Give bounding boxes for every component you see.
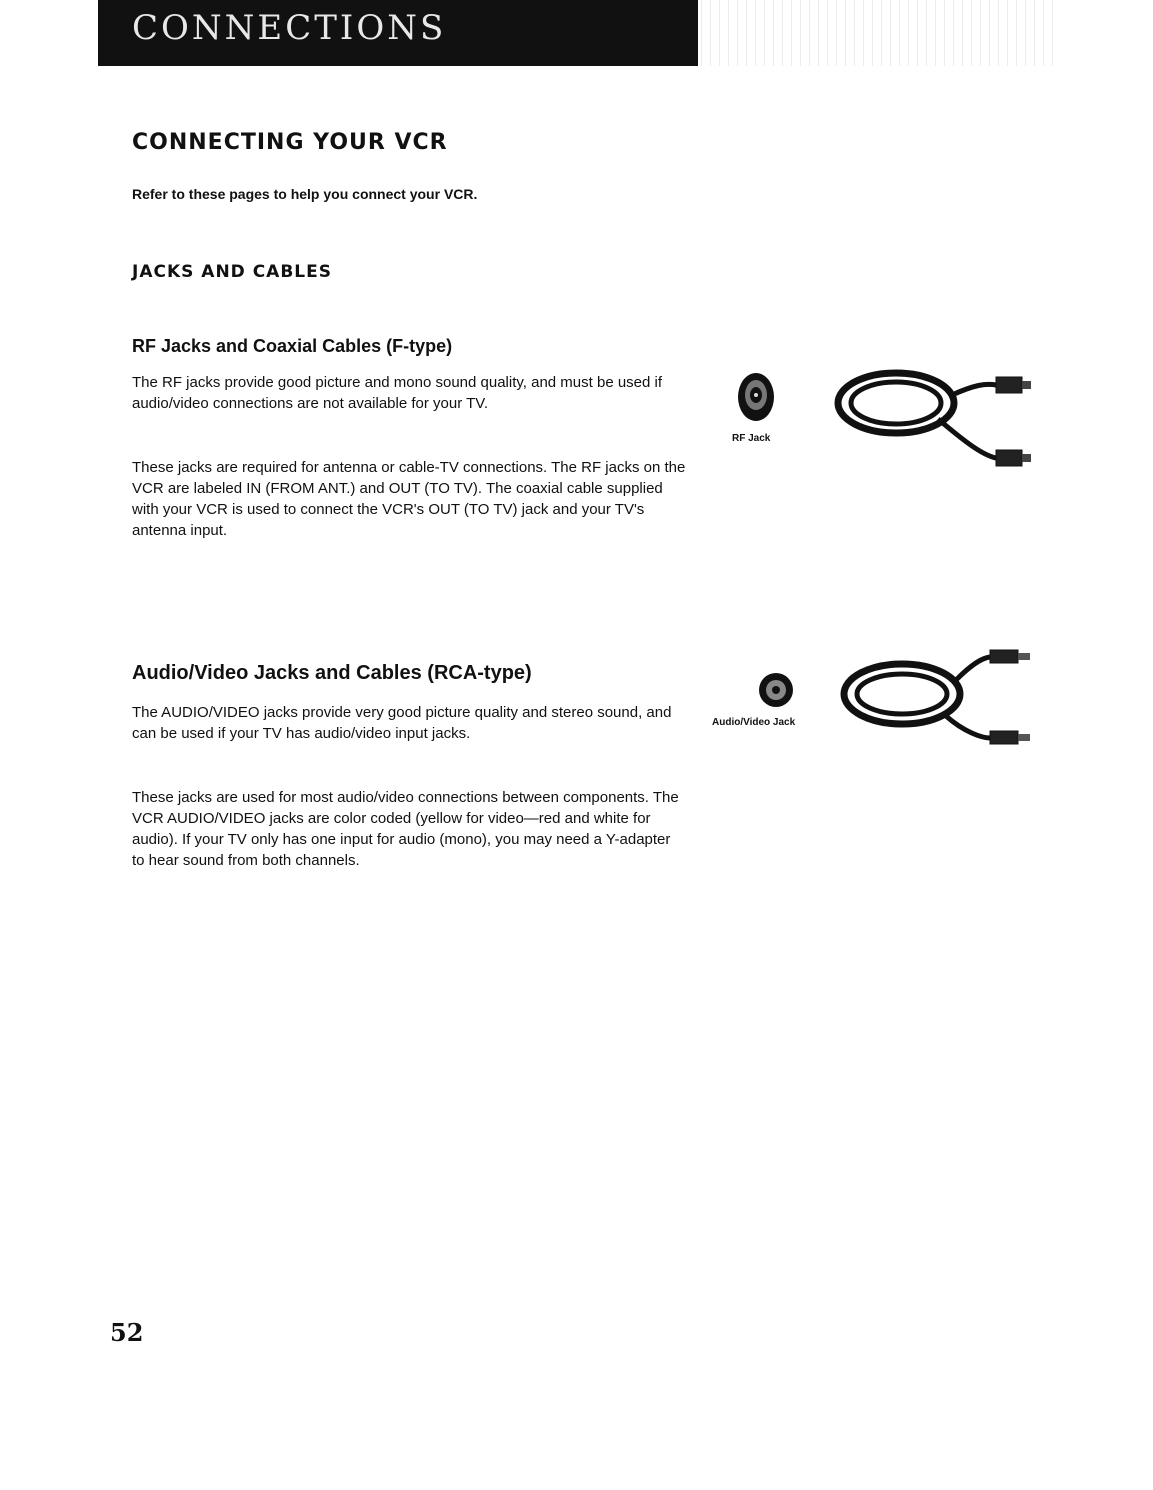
rf-paragraph-2: These jacks are required for antenna or cable-TV connections. The RF jacks on the VCR are labeled IN (FROM ANT.) and OUT (TO TV). The coaxial cable supplied with your VCR is used to connect the VCR's OUT (TO TV) jack and your TV's antenna input. — [132, 459, 686, 539]
rf-jack-label: RF Jack — [732, 433, 771, 444]
rf-jack-icon — [738, 373, 774, 421]
intro-text: Refer to these pages to help you connect your VCR. — [132, 186, 478, 202]
rf-heading: RF Jacks and Coaxial Cables (F-type) — [132, 336, 453, 356]
rca-cable-icon — [844, 650, 1030, 744]
page-title: CONNECTING YOUR VCR — [132, 130, 448, 155]
scan-noise — [698, 0, 1058, 66]
section-heading: JACKS AND CABLES — [132, 262, 332, 282]
page-number: 52 — [110, 1318, 144, 1347]
rf-figure — [724, 355, 1044, 485]
coaxial-cable-icon — [838, 373, 1031, 466]
av-jack-icon — [759, 673, 793, 707]
rf-illustration — [724, 355, 1044, 485]
section-title: CONNECTIONS — [132, 8, 447, 48]
av-illustration — [724, 640, 1044, 750]
av-heading: Audio/Video Jacks and Cables (RCA-type) — [132, 662, 532, 684]
av-paragraph-1: The AUDIO/VIDEO jacks provide very good picture quality and stereo sound, and can be used if your TV has audio/video input jacks. — [132, 704, 672, 742]
av-paragraph-2: These jacks are used for most audio/video connections between components. The VCR AUDIO/VIDEO jacks are color coded (yellow for video—red and white for audio). If your TV only has one input for audio (mono), you may need a Y-adapter to hear sound from both channels. — [132, 789, 679, 869]
av-figure — [712, 640, 1044, 750]
av-jack-label: Audio/Video Jack — [712, 717, 796, 728]
rf-paragraph-1: The RF jacks provide good picture and mono sound quality, and must be used if audio/video connections are not available for your TV. — [132, 374, 663, 412]
